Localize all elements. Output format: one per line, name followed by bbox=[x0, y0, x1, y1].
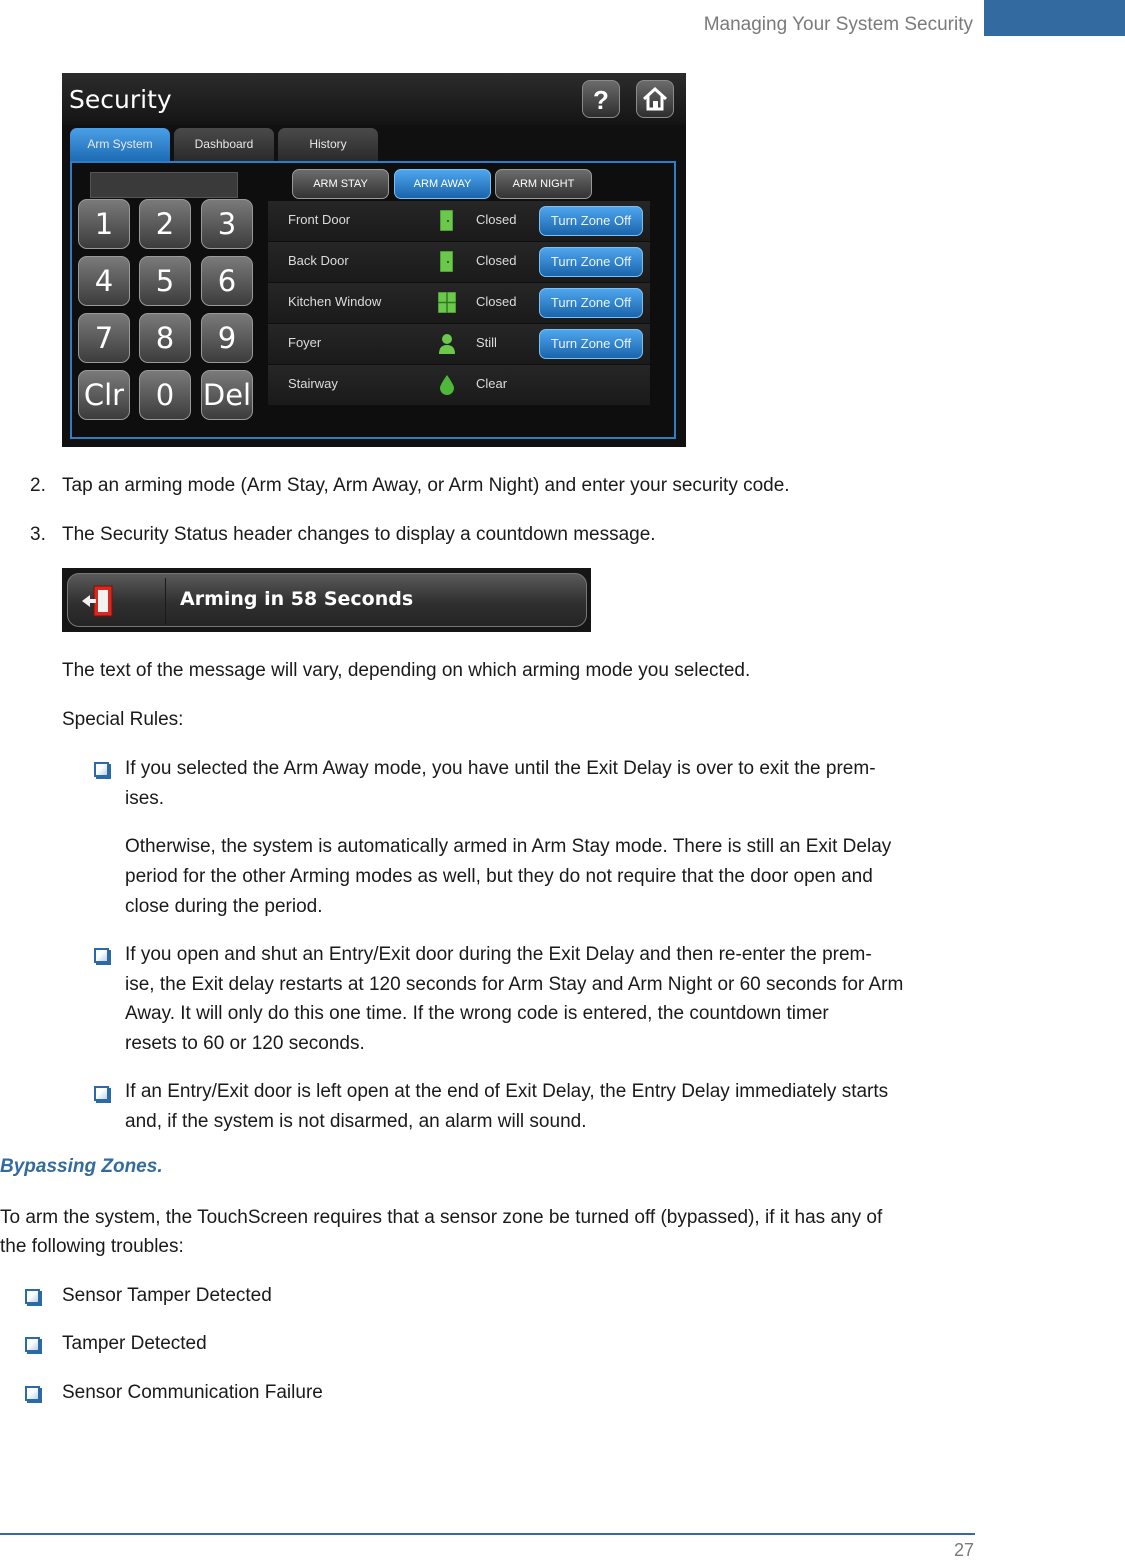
arming-status-banner bbox=[62, 568, 591, 632]
zone-status: Clear bbox=[476, 376, 508, 391]
step-text: Tap an arming mode (Arm Stay, Arm Away, or Arm Night) and enter your security code. bbox=[62, 475, 790, 496]
arm-away-button[interactable]: ARM AWAY bbox=[394, 169, 491, 199]
window-closed-icon bbox=[438, 292, 456, 313]
rule-text: and, if the system is not disarmed, an alarm will sound. bbox=[125, 1111, 587, 1132]
turn-zone-off-button[interactable]: Turn Zone Off bbox=[539, 288, 643, 318]
rule-text: If you selected the Arm Away mode, you have until the Exit Delay is over to exit the prem- bbox=[125, 758, 876, 779]
zone-row bbox=[268, 324, 650, 364]
tab-bar bbox=[70, 128, 378, 161]
zone-status: Still bbox=[476, 335, 497, 350]
key-7[interactable]: 7 bbox=[78, 313, 130, 363]
key-4[interactable]: 4 bbox=[78, 256, 130, 306]
list-item: Sensor Tamper Detected bbox=[62, 1285, 272, 1306]
exit-door-icon bbox=[80, 584, 114, 618]
paragraph: To arm the system, the TouchScreen requires that a sensor zone be turned off (bypassed), if it has any of bbox=[0, 1207, 883, 1228]
help-icon[interactable]: ? bbox=[582, 80, 620, 118]
smoke-drop-icon bbox=[438, 374, 456, 395]
list-item: Sensor Communication Failure bbox=[62, 1382, 323, 1403]
rule-text: If an Entry/Exit door is left open at the end of Exit Delay, the Entry Delay immediately starts bbox=[125, 1081, 889, 1102]
key-delete[interactable]: Del bbox=[201, 370, 253, 420]
paragraph: The text of the message will vary, depending on which arming mode you selected. bbox=[62, 660, 751, 681]
rule-text: ise, the Exit delay restarts at 120 seconds for Arm Stay and Arm Night or 60 seconds for Arm bbox=[125, 974, 904, 995]
step-text: The Security Status header changes to display a countdown message. bbox=[62, 524, 656, 545]
key-9[interactable]: 9 bbox=[201, 313, 253, 363]
bullet-icon bbox=[94, 948, 109, 963]
turn-zone-off-button[interactable]: Turn Zone Off bbox=[539, 206, 643, 236]
rule-text: period for the other Arming modes as well, but they do not require that the door open and bbox=[125, 866, 873, 887]
door-closed-icon bbox=[440, 251, 453, 272]
rule-text: If you open and shut an Entry/Exit door during the Exit Delay and then re-enter the prem- bbox=[125, 944, 872, 965]
footer-rule bbox=[0, 1533, 975, 1535]
banner-divider bbox=[165, 578, 166, 624]
bullet-icon bbox=[25, 1289, 40, 1304]
rule-text: ises. bbox=[125, 788, 165, 809]
running-header-title: Managing Your System Security bbox=[703, 14, 973, 35]
screen-titlebar bbox=[62, 73, 686, 125]
bullet-icon bbox=[25, 1337, 40, 1352]
turn-zone-off-button[interactable]: Turn Zone Off bbox=[539, 329, 643, 359]
bullet-icon bbox=[25, 1386, 40, 1401]
arm-stay-button[interactable]: ARM STAY bbox=[292, 169, 389, 199]
header-accent-bar bbox=[984, 0, 1125, 36]
home-icon[interactable] bbox=[636, 80, 674, 118]
zone-name: Back Door bbox=[288, 253, 349, 268]
zone-name: Stairway bbox=[288, 376, 338, 391]
key-2[interactable]: 2 bbox=[139, 199, 191, 249]
screen-title: Security bbox=[69, 85, 172, 114]
page-number: 27 bbox=[953, 1540, 974, 1560]
zone-row bbox=[268, 201, 650, 241]
step-number: 2. bbox=[30, 475, 46, 496]
banner-panel bbox=[67, 573, 587, 627]
motion-person-icon bbox=[438, 333, 456, 354]
tab-history[interactable]: History bbox=[278, 128, 378, 161]
key-3[interactable]: 3 bbox=[201, 199, 253, 249]
key-5[interactable]: 5 bbox=[139, 256, 191, 306]
countdown-message: Arming in 58 Seconds bbox=[180, 588, 414, 610]
zone-name: Kitchen Window bbox=[288, 294, 382, 309]
turn-zone-off-button[interactable]: Turn Zone Off bbox=[539, 247, 643, 277]
zone-status: Closed bbox=[476, 212, 517, 227]
key-8[interactable]: 8 bbox=[139, 313, 191, 363]
key-0[interactable]: 0 bbox=[139, 370, 191, 420]
bullet-icon bbox=[94, 762, 109, 777]
zone-status: Closed bbox=[476, 294, 517, 309]
key-clear[interactable]: Clr bbox=[78, 370, 130, 420]
security-screen-screenshot bbox=[62, 73, 686, 447]
rule-text: close during the period. bbox=[125, 896, 323, 917]
zone-name: Foyer bbox=[288, 335, 322, 350]
bullet-icon bbox=[94, 1086, 109, 1101]
paragraph: the following troubles: bbox=[0, 1236, 184, 1257]
arm-night-button[interactable]: ARM NIGHT bbox=[495, 169, 592, 199]
zone-list bbox=[268, 201, 650, 406]
rule-text: resets to 60 or 120 seconds. bbox=[125, 1033, 365, 1054]
tab-arm-system[interactable]: Arm System bbox=[70, 128, 170, 161]
section-heading: Bypassing Zones. bbox=[0, 1156, 163, 1177]
zone-status: Closed bbox=[476, 253, 517, 268]
rule-text: Away. It will only do this one time. If the wrong code is entered, the countdown timer bbox=[125, 1003, 829, 1024]
step-number: 3. bbox=[30, 524, 46, 545]
rule-text: Otherwise, the system is automatically armed in Arm Stay mode. There is still an Exit Delay bbox=[125, 836, 892, 857]
security-code-field[interactable] bbox=[90, 172, 238, 198]
door-closed-icon bbox=[440, 210, 453, 231]
zone-row bbox=[268, 365, 650, 405]
zone-row bbox=[268, 283, 650, 323]
special-rules-label: Special Rules: bbox=[62, 709, 184, 730]
zone-name: Front Door bbox=[288, 212, 351, 227]
key-6[interactable]: 6 bbox=[201, 256, 253, 306]
list-item: Tamper Detected bbox=[62, 1333, 207, 1354]
key-1[interactable]: 1 bbox=[78, 199, 130, 249]
tab-dashboard[interactable]: Dashboard bbox=[174, 128, 274, 161]
zone-row bbox=[268, 242, 650, 282]
